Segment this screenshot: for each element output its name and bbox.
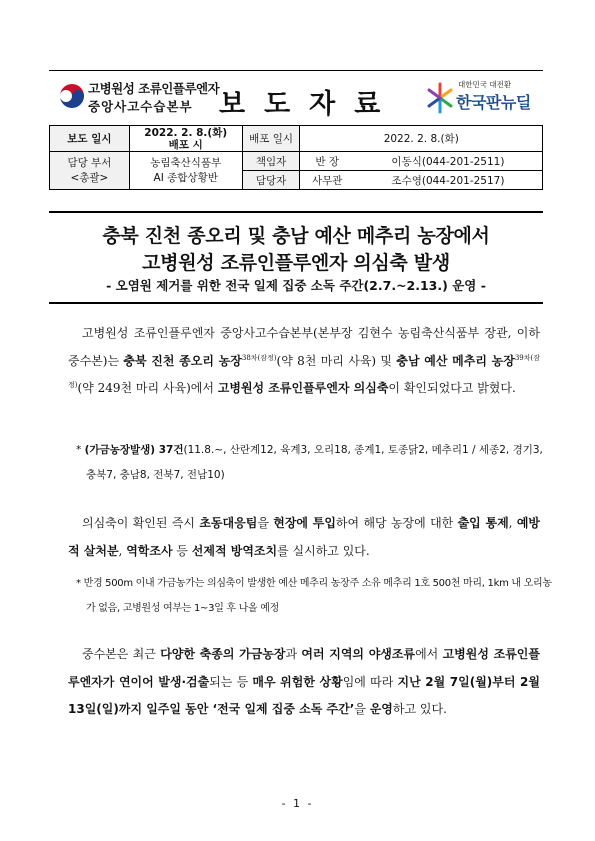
p2-text-k: 등 [172, 543, 192, 558]
p2-text-c: 을 [257, 516, 274, 530]
p1-text-a: 고병원성 조류인플루엔자 중앙사고수습본부(본부장 김현수 농림축산식품부 장관, 이하 중수본)는 [68, 326, 540, 368]
page-number-text: - 1 - [281, 797, 314, 810]
headline-line1: 충북 진천 종오리 및 충남 예산 메추리 농장에서 [102, 225, 490, 247]
report-date-label: 보도 일시 [50, 126, 130, 152]
page-number [0, 797, 595, 810]
note-1 [76, 438, 552, 488]
note1-star: * [76, 444, 85, 456]
korean-new-deal-logo [424, 77, 544, 119]
p1-text-e: (약 249천 마리 사육)에서 [77, 381, 218, 395]
press-release-title: 보도자료 [219, 89, 400, 120]
p1-sup-39: 39차(잠정) [68, 353, 540, 389]
p2-bold-epi: 역학조사 [126, 543, 173, 558]
p3-text-c: 과 [285, 647, 302, 661]
dept-label [50, 152, 130, 190]
p1-text-c: (약 8천 마리 사육) 및 [276, 353, 397, 368]
dept-label-line2: <총괄> [70, 171, 109, 184]
p3-text-g: 되는 등 [209, 674, 253, 689]
p3-bold-week: 지난 2월 7일(월)부터 2월 13일(일)까지 일주일 동안 ‘전국 일제 집중 소독 주간’ [68, 674, 540, 716]
p3-text-m: 하고 있다. [392, 702, 447, 716]
p2-text-i: , [118, 543, 127, 558]
p1-text-g: 이 확인되었다고 밝혔다. [388, 381, 516, 395]
org-name-line2: 중앙사고수습본부 [88, 99, 193, 114]
dept-value [129, 152, 242, 190]
p3-text-e: 에서 [415, 647, 443, 661]
report-date-line2: 배포 시 [168, 138, 203, 151]
note1-bold: (가금농장발생) 37건 [84, 444, 184, 456]
new-deal-burst-icon [426, 81, 454, 115]
p2-bold-access: 출입 통제 [457, 516, 509, 530]
dept-label-line1: 담당 부서 [67, 156, 112, 169]
p3-bold-poultry: 다양한 축종의 가금농장 [160, 647, 286, 661]
p2-bold-team: 초동대응팀 [199, 516, 258, 530]
p3-bold-operate: 운영 [369, 702, 393, 716]
org-name-line1: 고병원성 조류인플루엔자 [88, 81, 220, 96]
org-logo [57, 75, 220, 121]
header-top-rule [49, 70, 543, 71]
paragraph-1 [68, 320, 540, 403]
responsible-label: 책임자 [242, 152, 300, 171]
headline-line2: 고병원성 조류인플루엔자 의심축 발생 [142, 252, 450, 274]
contact-role: 사무관 [300, 171, 354, 190]
taegeuk-emblem-icon [57, 81, 87, 111]
p2-bold-preemptive: 선제적 방역조치 [191, 543, 278, 558]
note-2: * 반경 500m 이내 가금농가는 의심축이 발생한 예산 메추리 농장주 소유 메추리 1호 500천 마리, 1km 내 오리농가 없음, 고병원성 여부는 1~3일 후 나올 예정 [76, 578, 552, 614]
responsible-contact: 이동식(044-201-2511) [354, 152, 543, 171]
dept-value-line2: AI 종합상황반 [153, 171, 218, 184]
contact-label: 담당자 [242, 171, 300, 190]
p2-text-a: 의심축이 확인된 즉시 [82, 516, 200, 530]
note1-detail: (11.8.~, 산란계12, 육계3, 오리18, 종계1, 토종닭2, 메추리1 / 세종2, 경기3, 충북7, 충남8, 전북7, 전남10) [86, 444, 543, 481]
paragraph-2 [68, 510, 540, 565]
p2-text-e: 하여 해당 농장에 대한 [335, 516, 458, 530]
p3-bold-outbreak: 고병원성 조류인플루엔자가 연이어 발생·검출 [68, 647, 540, 689]
p2-text-g: , [508, 516, 517, 530]
p3-text-k: 을 [354, 702, 370, 716]
contact-person: 조수영(044-201-2517) [354, 171, 543, 190]
paragraph-3 [68, 641, 540, 724]
p3-text-a: 중수본은 최근 [82, 647, 161, 661]
p3-text-i: 임에 따라 [342, 674, 398, 689]
press-info-table [49, 125, 543, 190]
p1-bold-suspect: 고병원성 조류인플루엔자 의심축 [217, 381, 389, 395]
p2-bold-deploy: 현장에 투입 [273, 516, 336, 530]
distribution-label: 배포 일시 [242, 126, 300, 152]
p2-bold-culling: 예방적 살처분 [68, 516, 541, 558]
headline-subtitle: - 오염원 제거를 위한 전국 일제 집중 소독 주간(2.7.~2.13.) 운영 - [106, 278, 486, 293]
dept-value-line1: 농림축산식품부 [150, 156, 222, 169]
p1-sup-38: 38차(잠정) [241, 353, 277, 362]
brand-title: 한국판뉴딜 [456, 93, 531, 112]
p3-bold-danger: 매우 위험한 상황 [252, 674, 343, 689]
distribution-value: 2022. 2. 8.(화) [300, 126, 543, 152]
headline-box [49, 211, 543, 304]
p1-bold-yesan: 충남 예산 메추리 농장 [396, 353, 515, 368]
responsible-role: 반 장 [300, 152, 354, 171]
report-date-value [129, 126, 242, 152]
p1-bold-jincheon: 충북 진천 종오리 농장 [123, 353, 242, 368]
p2-text-m: 를 실시하고 있다. [277, 543, 370, 558]
p3-bold-wildbirds: 여러 지역의 야생조류 [301, 647, 416, 661]
brand-subtitle: 대한민국 대전환 [458, 80, 512, 89]
report-date-line1: 2022. 2. 8.(화) [144, 126, 228, 139]
